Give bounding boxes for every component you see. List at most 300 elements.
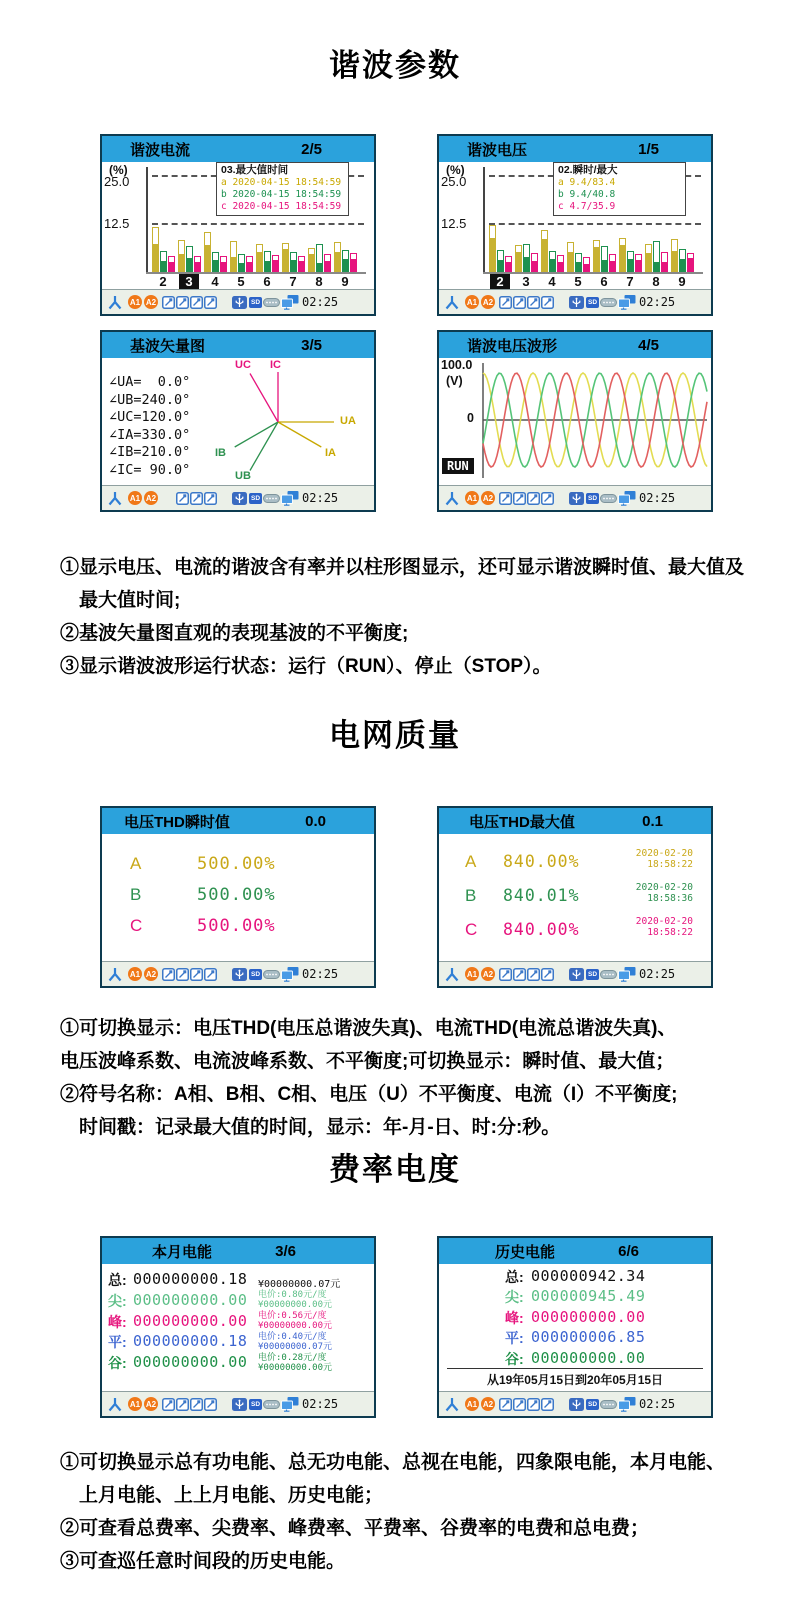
x-axis-category-label: 2 — [159, 274, 167, 289]
vector-label-UB: UB — [235, 470, 251, 482]
x-axis-category-label: 5 — [237, 274, 245, 289]
bar-max-outline-c — [350, 253, 357, 272]
a2-badge: A2 — [144, 295, 158, 309]
price-cost-block — [258, 1290, 332, 1310]
description-line: 上月电能、上上月电能、历史电能； — [60, 1485, 384, 1506]
serial-port-icon — [600, 494, 617, 503]
bar-max-outline-b — [212, 252, 219, 272]
a2-badge: A2 — [144, 1397, 158, 1411]
x-axis-category-label: 3 — [522, 274, 530, 289]
bar-max-outline-b — [316, 244, 323, 272]
bar-max-outline-a — [567, 242, 574, 272]
serial-port-icon — [263, 494, 280, 503]
a1-badge: A1 — [465, 491, 479, 505]
x-axis-category-label: 5 — [574, 274, 582, 289]
description-line: 最大值时间; — [60, 590, 181, 611]
status-bar — [439, 485, 711, 510]
clock-time: 02:25 — [302, 491, 339, 505]
bar-max-outline-c — [505, 256, 512, 272]
bar-max-outline-c — [246, 256, 253, 273]
bar-max-outline-c — [609, 254, 616, 272]
bar-max-outline-a — [308, 248, 315, 272]
status-bar — [439, 961, 711, 986]
relay-icon — [499, 296, 512, 309]
x-axis-category-label: 6 — [600, 274, 608, 289]
tariff-label: 平: — [505, 1330, 524, 1347]
serial-port-icon — [263, 970, 280, 979]
bar-max-outline-c — [220, 256, 227, 272]
a1-badge: A1 — [465, 1397, 479, 1411]
price-cost-line: 电价:0.28元/度 — [258, 1352, 327, 1363]
y-axis-tick-label: 25.0 — [441, 174, 467, 189]
bar-max-outline-a — [230, 241, 237, 272]
clock-time: 02:25 — [639, 295, 676, 309]
a2-badge: A2 — [481, 295, 495, 309]
bar-max-outline-b — [264, 251, 271, 272]
phase-angle-row: ∠IC= 90.0° — [109, 461, 191, 478]
y-axis-line — [483, 167, 485, 273]
usb-icon — [232, 296, 247, 309]
screen-title: 电压THD瞬时值 — [124, 813, 230, 831]
bar-max-outline-c — [324, 254, 331, 272]
timestamp-line: 2020-02-20 — [635, 882, 693, 893]
y-axis-unit-label: (%) — [446, 163, 465, 177]
timestamp-line: 18:58:22 — [647, 927, 693, 938]
tariff-label: 尖: — [505, 1289, 524, 1306]
status-bar — [439, 1391, 711, 1416]
screen-title: 电压THD最大值 — [469, 813, 575, 831]
info-box-row-b: b 9.4/40.8 — [558, 189, 616, 200]
description-line: ①显示电压、电流的谐波含有率并以柱形图显示，还可显示谐波瞬时值、最大值及 — [60, 557, 745, 578]
usb-icon — [232, 492, 247, 505]
relay-icon — [190, 1398, 203, 1411]
description-block-tariff — [60, 1446, 756, 1578]
sd-card-icon: SD — [588, 494, 598, 502]
status-bar — [102, 485, 374, 510]
page-indicator: 4/5 — [638, 336, 659, 354]
energy-value: 000000000.18 — [133, 1332, 248, 1351]
tariff-label: 总: — [505, 1269, 524, 1285]
usb-icon — [232, 1398, 247, 1411]
energy-value: 000000000.00 — [133, 1290, 248, 1309]
bar-max-outline-c — [168, 256, 175, 272]
a1-badge: A1 — [465, 295, 479, 309]
thd-max-readings — [439, 834, 711, 961]
device-screen-harmonic-voltage — [437, 134, 713, 316]
energy-value: 000000000.00 — [531, 1348, 646, 1367]
vector-plot — [102, 358, 374, 485]
screen-titlebar — [439, 332, 711, 358]
serial-port-icon — [263, 298, 280, 307]
description-line: ①可切换显示：电压THD(电压总谐波失真)、电流THD(电流总谐波失真)、 — [60, 1018, 677, 1039]
clock-time: 02:25 — [639, 491, 676, 505]
section-heading-harmonics: 谐波参数 — [329, 48, 461, 83]
phase-max-timestamp — [597, 882, 693, 904]
relay-icon — [541, 492, 554, 505]
energy-history-table — [439, 1264, 711, 1391]
harmonic-voltage-waveform-plot — [439, 358, 711, 485]
run-status-badge: RUN — [442, 458, 474, 474]
usb-icon — [569, 296, 584, 309]
bar-max-outline-c — [272, 255, 279, 272]
tariff-label: 尖: — [108, 1292, 127, 1309]
page-indicator: 0.0 — [305, 812, 326, 830]
relay-icon — [527, 968, 540, 981]
serial-port-icon — [600, 298, 617, 307]
bar-max-outline-b — [238, 254, 245, 272]
info-box-title: 03.最大值时间 — [221, 164, 289, 176]
status-bar — [102, 1391, 374, 1416]
bar-max-outline-a — [541, 230, 548, 272]
price-cost-line: ¥00000000.00元 — [258, 1321, 333, 1332]
a2-badge: A2 — [481, 967, 495, 981]
bar-max-outline-a — [152, 227, 159, 272]
info-box-row-a: a 2020-04-15 18:54:59 — [221, 177, 342, 188]
screen-titlebar — [102, 136, 374, 162]
wye-connection-icon — [108, 295, 122, 310]
timestamp-line: 18:58:36 — [647, 893, 693, 904]
bar-max-outline-a — [489, 225, 496, 272]
phase-label: C — [465, 920, 478, 939]
wye-connection-icon — [108, 1397, 122, 1412]
usb-icon — [569, 1398, 584, 1411]
bar-max-outline-b — [601, 246, 608, 272]
screen-titlebar — [439, 808, 711, 834]
phase-angle-row: ∠IA=330.0° — [109, 426, 191, 443]
sd-card-icon: SD — [251, 494, 261, 502]
network-monitors-icon — [618, 1397, 636, 1412]
relay-icon — [541, 296, 554, 309]
phase-max-timestamp — [597, 848, 693, 870]
relay-icon — [204, 1398, 217, 1411]
bar-max-outline-b — [290, 252, 297, 272]
bar-max-outline-c — [194, 256, 201, 273]
serial-port-icon — [263, 1400, 280, 1409]
energy-value: 000000000.00 — [133, 1311, 248, 1330]
wye-connection-icon — [445, 491, 459, 506]
wye-connection-icon — [108, 967, 122, 982]
info-box-title: 02.瞬时/最大 — [558, 164, 618, 176]
a1-badge: A1 — [128, 967, 142, 981]
bar-max-outline-a — [256, 244, 263, 272]
timestamp-line: 2020-02-20 — [635, 848, 693, 859]
phase-label: B — [130, 885, 142, 904]
bar-max-outline-a — [619, 238, 626, 272]
page-indicator: 1/5 — [638, 140, 659, 158]
relay-icon — [204, 296, 217, 309]
wye-connection-icon — [445, 295, 459, 310]
vector-label-UA: UA — [340, 415, 356, 427]
thd-instant-readings — [102, 834, 374, 961]
relay-icon — [527, 1398, 540, 1411]
vector-label-IA: IA — [325, 447, 336, 459]
phase-label: B — [465, 886, 477, 905]
usb-icon — [569, 968, 584, 981]
x-axis-category-label: 4 — [211, 274, 219, 289]
sd-card-icon: SD — [588, 298, 598, 306]
serial-port-icon — [600, 970, 617, 979]
price-cost-block — [258, 1311, 332, 1331]
description-line: ①可切换显示总有功电能、总无功电能、总视在电能，四象限电能，本月电能、 — [60, 1452, 726, 1473]
wye-connection-icon — [108, 491, 122, 506]
harmonic-voltage-bar-chart — [439, 162, 711, 289]
network-monitors-icon — [618, 967, 636, 982]
price-cost-line: ¥00000000.07元 — [258, 1341, 333, 1352]
waveform-plot — [439, 358, 711, 485]
clock-time: 02:25 — [302, 1397, 339, 1411]
relay-icon — [541, 1398, 554, 1411]
bar-max-outline-b — [523, 244, 530, 272]
relay-icon — [513, 492, 526, 505]
info-box-row-a: a 9.4/83.4 — [558, 177, 616, 188]
tariff-label: 谷: — [108, 1355, 127, 1372]
info-box-row-b: b 2020-04-15 18:54:59 — [221, 189, 342, 200]
a2-badge: A2 — [481, 1397, 495, 1411]
phase-thd-value: 500.00% — [197, 885, 276, 905]
bar-max-outline-a — [515, 245, 522, 272]
phase-angle-row: ∠UB=240.0° — [109, 391, 191, 408]
phase-angle-row: ∠UA= 0.0° — [109, 374, 191, 390]
x-axis-category-label: 6 — [263, 274, 271, 289]
status-bar — [102, 289, 374, 314]
tariff-label: 峰: — [108, 1313, 127, 1330]
usb-icon — [232, 968, 247, 981]
energy-value: 000000000.00 — [133, 1353, 248, 1372]
bar-max-outline-c — [583, 257, 590, 272]
info-box-row-c: c 4.7/35.9 — [558, 201, 616, 212]
phase-label: A — [465, 852, 477, 871]
energy-value: 000000000.18 — [133, 1270, 248, 1288]
page-indicator: 3/6 — [275, 1242, 296, 1260]
relay-icon — [176, 296, 189, 309]
relay-icon — [162, 296, 175, 309]
y-axis-tick-label: 25.0 — [104, 174, 130, 189]
energy-value: 000000006.85 — [531, 1328, 646, 1347]
x-axis-category-label: 8 — [652, 274, 660, 289]
clock-time: 02:25 — [302, 967, 339, 981]
relay-icon — [176, 968, 189, 981]
price-cost-line: 电价:0.40元/度 — [258, 1331, 327, 1342]
description-line: 时间戳：记录最大值的时间，显示：年-月-日、时:分:秒。 — [60, 1117, 561, 1138]
sd-card-icon: SD — [588, 970, 598, 978]
x-axis-category-label: 7 — [626, 274, 634, 289]
screen-title: 基波矢量图 — [130, 337, 206, 355]
bar-max-outline-b — [160, 251, 167, 273]
description-line: ③显示谐波波形运行状态：运行（RUN）、停止（STOP）。 — [60, 656, 552, 677]
bar-max-outline-a — [204, 232, 211, 272]
y-axis-unit-label: (%) — [109, 163, 128, 177]
relay-icon — [190, 968, 203, 981]
y-axis-unit-label: (V) — [446, 374, 463, 388]
serial-port-icon — [600, 1400, 617, 1409]
bar-max-outline-a — [334, 242, 341, 272]
description-line: 电压波峰系数、电流波峰系数、不平衡度;可切换显示：瞬时值、最大值； — [60, 1051, 675, 1072]
network-monitors-icon — [281, 295, 299, 310]
energy-value: 000000000.00 — [531, 1307, 646, 1326]
description-line: ②可查看总费率、尖费率、峰费率、平费率、谷费率的电费和总电费； — [60, 1518, 650, 1539]
relay-icon — [204, 968, 217, 981]
relay-icon — [162, 968, 175, 981]
status-bar — [102, 961, 374, 986]
device-screen-voltage-waveform — [437, 330, 713, 512]
screen-title: 本月电能 — [152, 1243, 213, 1261]
wye-connection-icon — [445, 967, 459, 982]
timestamp-line: 18:58:22 — [647, 859, 693, 870]
status-bar — [439, 289, 711, 314]
network-monitors-icon — [618, 491, 636, 506]
phase-angle-row: ∠IB=210.0° — [109, 444, 191, 460]
y-axis-tick-label: 0 — [467, 411, 474, 425]
device-screen-vector-diagram — [100, 330, 376, 512]
bar-max-outline-b — [627, 251, 634, 273]
device-screen-harmonic-current — [100, 134, 376, 316]
bar-max-outline-c — [687, 253, 694, 272]
description-block-grid-quality — [60, 1012, 756, 1144]
bar-max-outline-c — [557, 255, 564, 272]
screen-title: 谐波电压 — [467, 141, 528, 159]
screen-title: 谐波电流 — [130, 141, 191, 159]
relay-icon — [513, 968, 526, 981]
screen-titlebar — [439, 1238, 711, 1264]
relay-icon — [176, 492, 189, 505]
bar-max-outline-c — [298, 256, 305, 273]
a2-badge: A2 — [144, 967, 158, 981]
device-screen-thd-instant — [100, 806, 376, 988]
a1-badge: A1 — [465, 967, 479, 981]
wye-connection-icon — [445, 1397, 459, 1412]
vector-label-UC: UC — [235, 359, 251, 371]
sd-card-icon: SD — [251, 1400, 261, 1408]
x-axis-category-label: 4 — [548, 274, 556, 289]
bar-max-outline-b — [549, 251, 556, 272]
description-block-harmonics — [60, 551, 756, 683]
phase-thd-max-value: 840.01% — [503, 886, 580, 905]
description-line: ②基波矢量图直观的表现基波的不平衡度; — [60, 623, 409, 644]
bar-max-outline-a — [593, 240, 600, 272]
phase-thd-max-value: 840.00% — [503, 852, 580, 871]
bar-max-outline-b — [186, 246, 193, 272]
vector-label-IC: IC — [270, 359, 281, 371]
page-indicator: 2/5 — [301, 140, 322, 158]
network-monitors-icon — [281, 491, 299, 506]
description-line: ③可查巡任意时间段的历史电能。 — [60, 1551, 346, 1572]
price-cost-block — [258, 1353, 332, 1373]
bar-max-outline-b — [653, 241, 660, 272]
a2-badge: A2 — [481, 491, 495, 505]
a1-badge: A1 — [128, 1397, 142, 1411]
relay-icon — [527, 296, 540, 309]
x-axis-category-label: 3 — [179, 274, 199, 289]
price-cost-line: 电价:0.56元/度 — [258, 1311, 327, 1322]
tariff-label: 总: — [108, 1272, 127, 1288]
relay-icon — [190, 492, 203, 505]
x-axis-category-label: 9 — [678, 274, 686, 289]
cost-value: ¥00000000.07元 — [258, 1279, 341, 1290]
bar-max-outline-c — [635, 254, 642, 272]
y-axis-tick-label: 100.0 — [441, 358, 473, 372]
bar-max-outline-b — [679, 249, 686, 272]
clock-time: 02:25 — [639, 967, 676, 981]
relay-icon — [499, 968, 512, 981]
tariff-label: 平: — [108, 1334, 127, 1351]
section-heading-tariff: 费率电度 — [329, 1152, 461, 1187]
x-axis-category-label: 7 — [289, 274, 297, 289]
energy-value: 000000942.34 — [531, 1267, 646, 1285]
x-axis-category-label: 8 — [315, 274, 323, 289]
bar-max-outline-a — [645, 244, 652, 272]
history-range-divider — [447, 1368, 703, 1369]
section-heading-grid-quality: 电网质量 — [329, 718, 461, 753]
bar-max-outline-c — [531, 253, 538, 272]
bar-max-outline-b — [342, 250, 349, 272]
phase-label: C — [130, 916, 143, 935]
price-cost-line: 电价:0.80元/度 — [258, 1290, 327, 1301]
phase-label: A — [130, 854, 142, 873]
fundamental-vector-diagram — [102, 358, 374, 485]
screen-title: 历史电能 — [495, 1243, 556, 1261]
bar-max-outline-b — [497, 250, 504, 272]
screen-title: 谐波电压波形 — [467, 337, 558, 355]
clock-time: 02:25 — [302, 295, 339, 309]
phase-thd-max-value: 840.00% — [503, 920, 580, 939]
y-axis-line — [146, 167, 148, 273]
history-range-text: 从19年05月15日到20年05月15日 — [486, 1373, 664, 1387]
relay-icon — [499, 1398, 512, 1411]
gridline-12-5 — [489, 223, 701, 225]
clock-time: 02:25 — [639, 1397, 676, 1411]
network-monitors-icon — [281, 1397, 299, 1412]
info-box-row-c: c 2020-04-15 18:54:59 — [221, 201, 342, 212]
phase-angle-row: ∠UC=120.0° — [109, 409, 191, 425]
tariff-label: 峰: — [505, 1309, 524, 1326]
page-indicator: 6/6 — [618, 1242, 639, 1260]
relay-icon — [513, 1398, 526, 1411]
relay-icon — [513, 296, 526, 309]
device-screen-energy-month — [100, 1236, 376, 1418]
price-cost-line: ¥00000000.00元 — [258, 1362, 333, 1373]
network-monitors-icon — [618, 295, 636, 310]
bar-max-outline-b — [575, 253, 582, 272]
sd-card-icon: SD — [251, 298, 261, 306]
chart-info-box — [553, 162, 686, 216]
timestamp-line: 2020-02-20 — [635, 916, 693, 927]
screen-titlebar — [102, 332, 374, 358]
relay-icon — [190, 296, 203, 309]
y-axis-tick-label: 12.5 — [104, 216, 130, 231]
relay-icon — [162, 1398, 175, 1411]
phase-max-timestamp — [597, 916, 693, 938]
vector-label-IB: IB — [215, 447, 226, 459]
price-cost-block — [258, 1332, 332, 1352]
gridline-12-5 — [152, 223, 364, 225]
energy-value: 000000945.49 — [531, 1287, 646, 1306]
a1-badge: A1 — [128, 295, 142, 309]
bar-max-outline-a — [282, 243, 289, 272]
network-monitors-icon — [281, 967, 299, 982]
relay-icon — [499, 492, 512, 505]
x-axis-category-label: 9 — [341, 274, 349, 289]
a2-badge: A2 — [144, 491, 158, 505]
y-axis-tick-label: 12.5 — [441, 216, 467, 231]
description-line: ②符号名称：A相、B相、C相、电压（U）不平衡度、电流（I）不平衡度; — [60, 1084, 678, 1105]
relay-icon — [176, 1398, 189, 1411]
price-cost-line: ¥00000000.00元 — [258, 1300, 333, 1311]
screen-titlebar — [102, 808, 374, 834]
harmonic-current-bar-chart — [102, 162, 374, 289]
bar-max-outline-c — [661, 252, 668, 272]
relay-icon — [204, 492, 217, 505]
tariff-label: 谷: — [505, 1350, 524, 1367]
